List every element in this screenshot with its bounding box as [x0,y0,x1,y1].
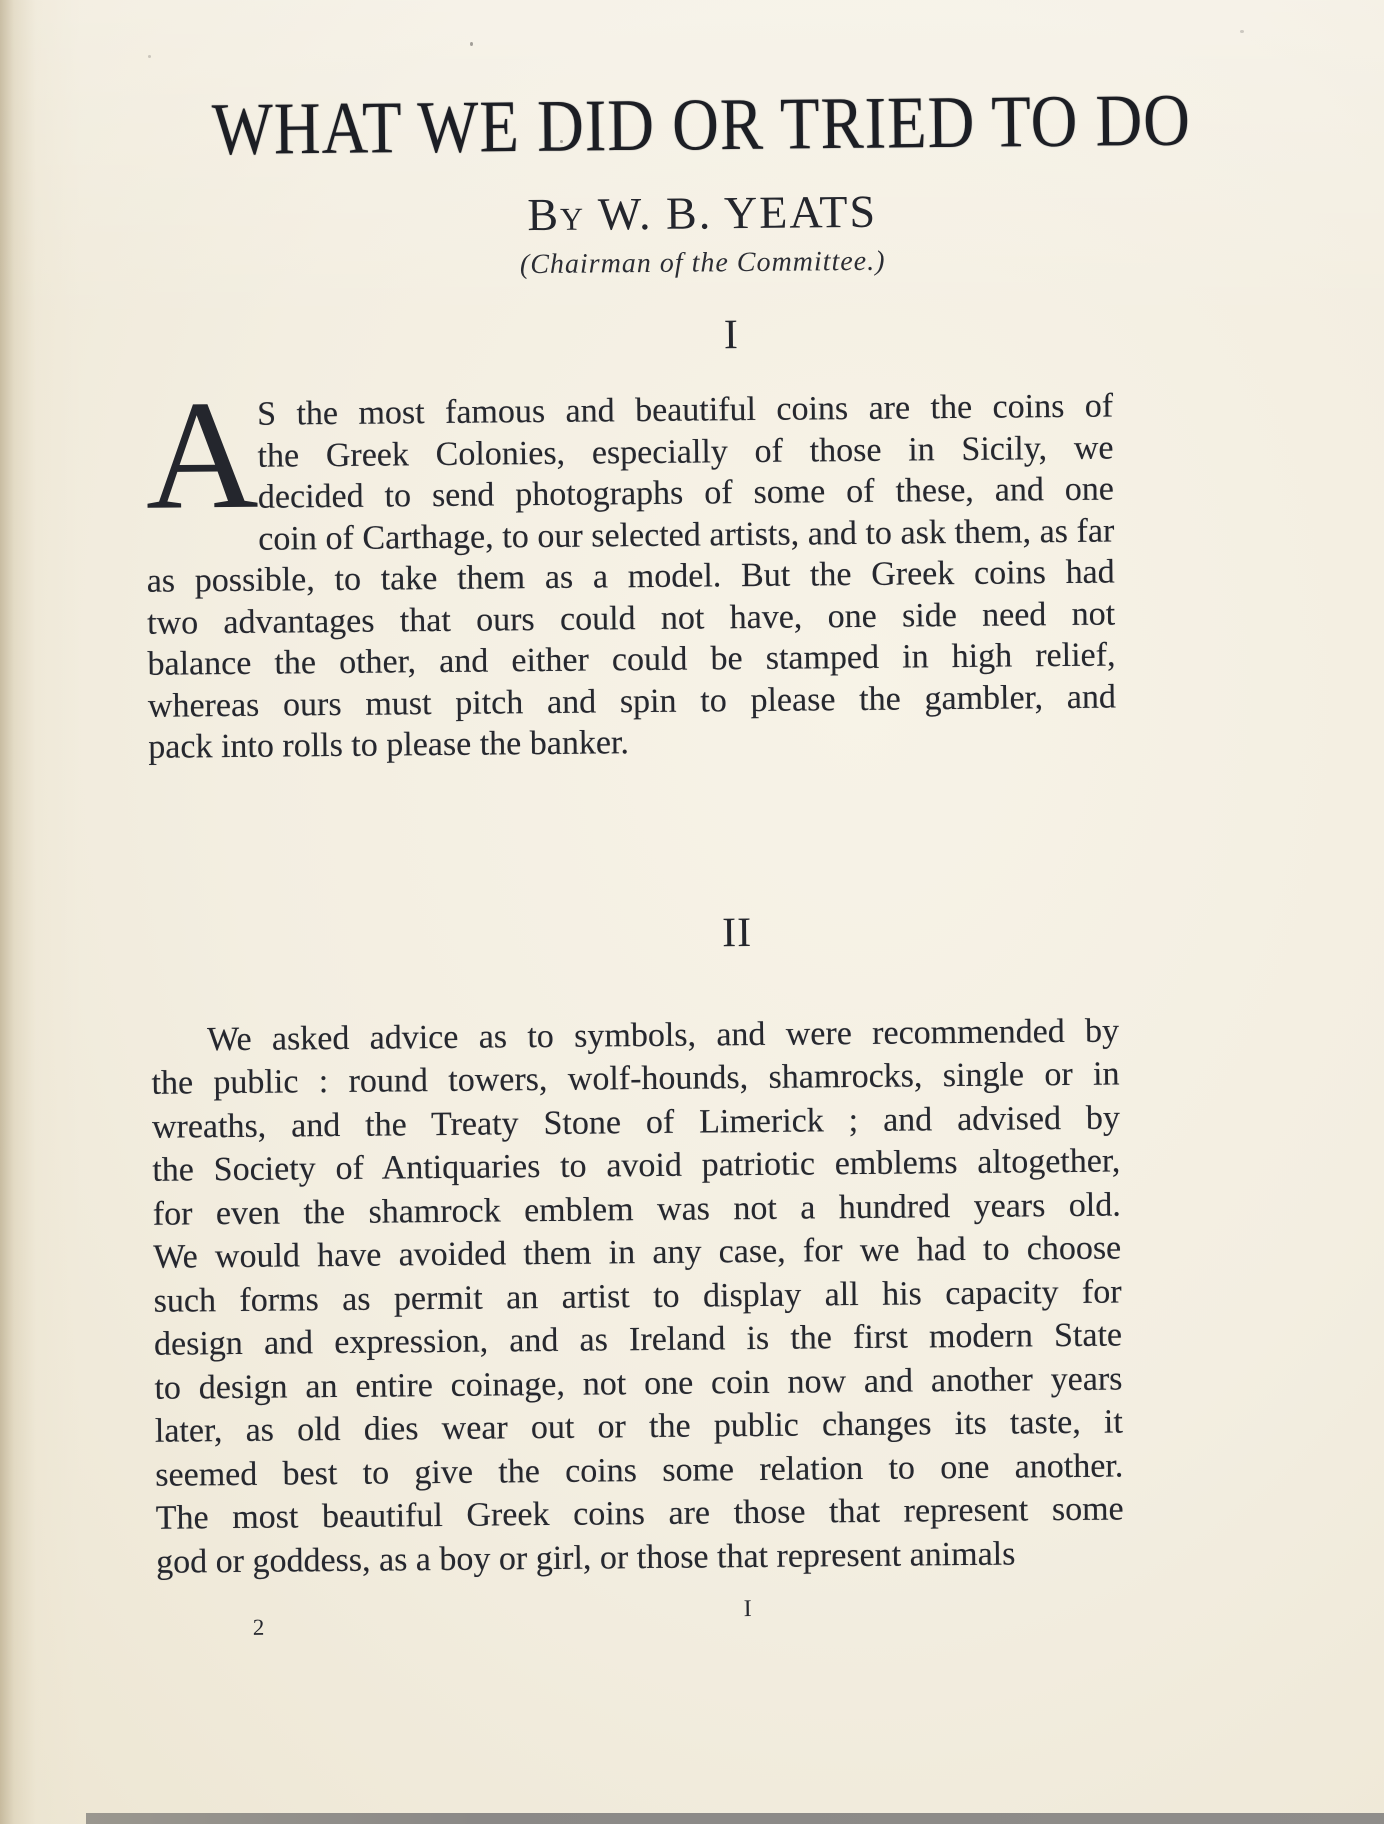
byline: By W. B. YEATS [527,185,878,241]
paragraph-1 [144,367,1117,769]
byline-note: (Chairman of the Committee.) [519,245,886,281]
text-line: for even the shamrock emblem was not a hundred years old. [152,1186,1121,1233]
text-line: coin of Carthage, to our selected artists, and to ask them, as far [258,512,1115,558]
text-line: pack into rolls to please the banker. [148,724,630,766]
text-line: god or goddess, as a boy or girl, or those that represent animals [155,1535,1016,1581]
text-line: as possible, to take them as a model. But the Greek coins had [146,553,1115,600]
text-line: two advantages that ours could not have, one side need not [146,595,1116,642]
paragraph-2-lines [151,1009,1124,1584]
scan-edge-shadow [86,1813,1384,1824]
text-line: later, as old dies wear out or the public changes its taste, it [154,1403,1124,1450]
text-line: We would have avoided them in any case, for we had to choose [153,1229,1122,1276]
text-line: balance the other, and either could be stamped in high relief, [147,636,1116,683]
text-line: the public : round towers, wolf-hounds, shamrocks, single or in [151,1055,1120,1102]
text-line: wreaths, and the Treaty Stone of Limerick ; and advised by [151,1099,1121,1146]
section-heading-1: I [723,312,740,359]
text-line: such forms as permit an artist to display all his capacity for [153,1273,1122,1320]
text-line: the Greek Colonies, especially of those in Sicily, we [257,429,1114,475]
ink-speck [148,55,151,58]
section-heading-2: II [721,909,753,956]
text-line: the Society of Antiquaries to avoid patriotic emblems altogether, [152,1142,1121,1189]
text-line: design and expression, and as Ireland is the first modern State [153,1316,1123,1363]
page-title: WHAT WE DID OR TRIED TO DO [211,78,1192,171]
drop-cap: A [144,367,260,542]
page-footer [157,1596,1275,1646]
text-line: S the most famous and beautiful coins are the coins of [256,387,1114,433]
text-line: whereas ours must pitch and spin to please the gambler, and [147,678,1117,725]
text-line: The most beautiful Greek coins are those that represent some [155,1490,1124,1537]
paragraph-2 [151,1009,1124,1584]
footer-folio: I [743,1596,752,1623]
page-content [142,80,1275,1646]
ink-speck [1240,30,1244,33]
text-line: decided to send photographs of some of these, and one [257,470,1115,516]
text-line: seemed best to give the coins some relation to one another. [155,1447,1124,1494]
text-line: We asked advice as to symbols, and were recommended by [206,1012,1120,1058]
ink-speck [470,42,473,46]
text-line: to design an entire coinage, not one coin now and another years [154,1360,1123,1407]
footer-page-number: 2 [252,1614,265,1641]
paragraph-1-lines [144,367,1117,769]
